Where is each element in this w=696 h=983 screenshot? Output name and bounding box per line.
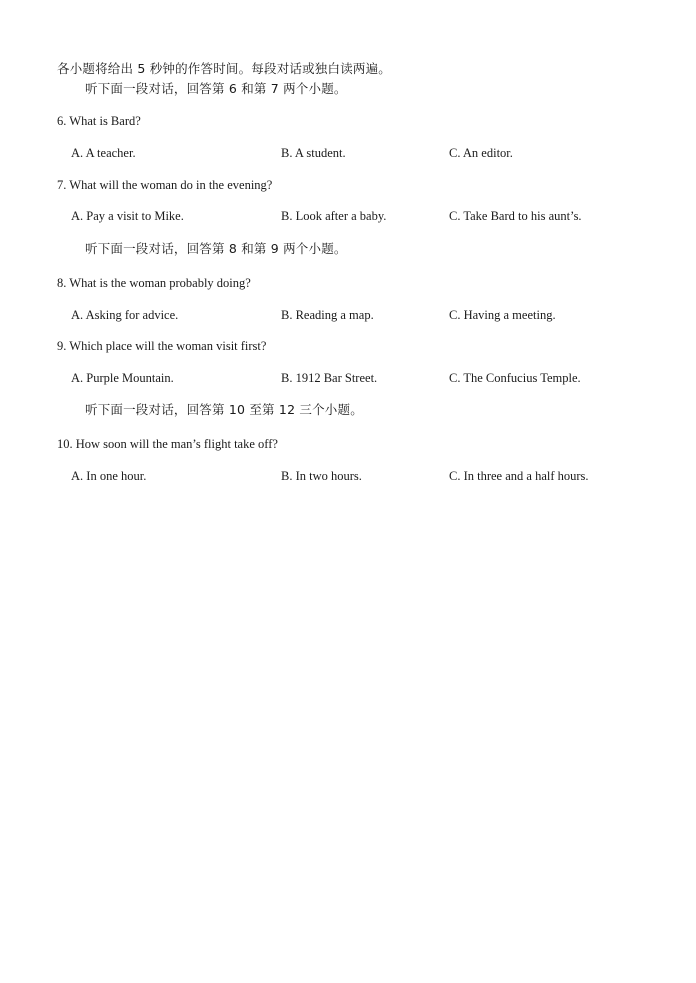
question-9-option-a: A. Purple Mountain. [71, 371, 174, 385]
question-10-option-c: C. In three and a half hours. [449, 469, 589, 483]
question-7-option-c: C. Take Bard to his aunt’s. [449, 209, 582, 223]
intro-line-1: 各小题将给出 5 秒钟的作答时间。每段对话或独白读两遍。 [57, 61, 392, 76]
question-8-option-a: A. Asking for advice. [71, 308, 179, 322]
question-8-option-b: B. Reading a map. [281, 308, 374, 322]
question-9-stem: 9. Which place will the woman visit first? [57, 339, 267, 353]
instruction-q10-12: 听下面一段对话，回答第 10 至第 12 三个小题。 [85, 402, 363, 417]
question-8-stem: 8. What is the woman probably doing? [57, 276, 251, 290]
question-6-stem: 6. What is Bard? [57, 114, 141, 128]
question-9-option-c: C. The Confucius Temple. [449, 371, 581, 385]
question-7-option-b: B. Look after a baby. [281, 209, 387, 223]
question-6-option-c: C. An editor. [449, 146, 513, 160]
question-6-option-a: A. A teacher. [71, 146, 136, 160]
intro-instruction-q6-7: 听下面一段对话，回答第 6 和第 7 两个小题。 [85, 81, 347, 96]
question-6-option-b: B. A student. [281, 146, 346, 160]
question-10-option-b: B. In two hours. [281, 469, 362, 483]
instruction-q8-9: 听下面一段对话，回答第 8 和第 9 两个小题。 [85, 241, 347, 256]
question-10-option-a: A. In one hour. [71, 469, 147, 483]
question-9-option-b: B. 1912 Bar Street. [281, 371, 378, 385]
question-7-stem: 7. What will the woman do in the evening? [57, 178, 273, 192]
question-10-stem: 10. How soon will the man’s flight take off? [57, 437, 278, 451]
question-8-option-c: C. Having a meeting. [449, 308, 556, 322]
question-7-option-a: A. Pay a visit to Mike. [71, 209, 184, 223]
